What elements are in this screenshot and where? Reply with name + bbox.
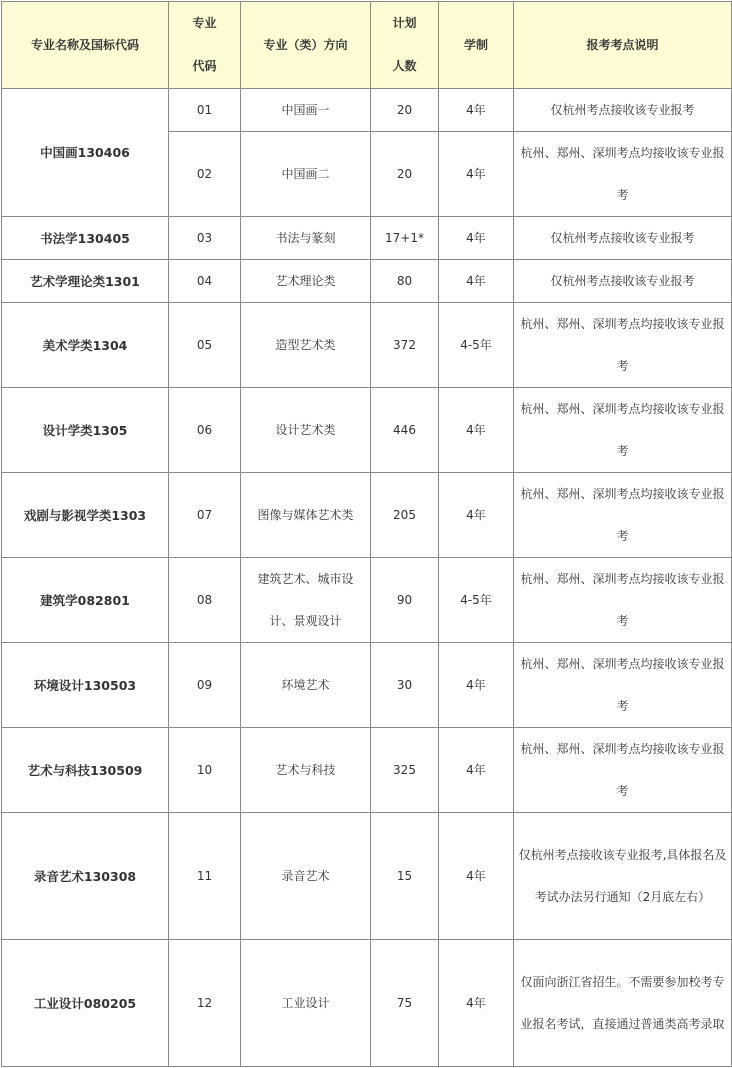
major-cell: 戏剧与影视学类1303 bbox=[2, 473, 169, 558]
table-row bbox=[2, 558, 732, 643]
table-row bbox=[2, 473, 732, 558]
code-cell: 10 bbox=[169, 728, 241, 813]
code-cell: 06 bbox=[169, 388, 241, 473]
note-cell: 杭州、郑州、深圳考点均接收该专业报考 bbox=[514, 388, 732, 473]
major-cell: 书法学130405 bbox=[2, 217, 169, 260]
note-cell: 仅杭州考点接收该专业报考 bbox=[514, 260, 732, 303]
direction-cell: 艺术理论类 bbox=[241, 260, 371, 303]
plan-cell: 20 bbox=[371, 132, 439, 217]
plan-cell: 30 bbox=[371, 643, 439, 728]
table-row bbox=[2, 388, 732, 473]
header-plan-text: 计划人数 bbox=[392, 16, 417, 73]
plan-cell: 75 bbox=[371, 940, 439, 1067]
note-cell: 仅杭州考点接收该专业报考 bbox=[514, 217, 732, 260]
duration-cell: 4年 bbox=[439, 260, 514, 303]
enrollment-table bbox=[1, 1, 732, 1067]
code-cell: 11 bbox=[169, 813, 241, 940]
duration-cell: 4-5年 bbox=[439, 303, 514, 388]
duration-cell: 4年 bbox=[439, 940, 514, 1067]
table-row bbox=[2, 260, 732, 303]
plan-cell: 446 bbox=[371, 388, 439, 473]
duration-cell: 4年 bbox=[439, 89, 514, 132]
table-row bbox=[2, 217, 732, 260]
header-code-text: 专业代码 bbox=[192, 16, 217, 73]
table-row bbox=[2, 940, 732, 1067]
major-cell: 中国画130406 bbox=[2, 89, 169, 217]
note-cell: 杭州、郑州、深圳考点均接收该专业报考 bbox=[514, 473, 732, 558]
plan-cell: 325 bbox=[371, 728, 439, 813]
direction-cell: 录音艺术 bbox=[241, 813, 371, 940]
plan-cell: 20 bbox=[371, 89, 439, 132]
plan-cell: 15 bbox=[371, 813, 439, 940]
code-cell: 12 bbox=[169, 940, 241, 1067]
code-cell: 04 bbox=[169, 260, 241, 303]
major-cell: 设计学类1305 bbox=[2, 388, 169, 473]
plan-cell: 17+1* bbox=[371, 217, 439, 260]
plan-cell: 90 bbox=[371, 558, 439, 643]
direction-cell: 环境艺术 bbox=[241, 643, 371, 728]
note-cell: 杭州、郑州、深圳考点均接收该专业报考 bbox=[514, 643, 732, 728]
code-cell: 02 bbox=[169, 132, 241, 217]
duration-cell: 4年 bbox=[439, 813, 514, 940]
code-cell: 01 bbox=[169, 89, 241, 132]
duration-cell: 4-5年 bbox=[439, 558, 514, 643]
note-cell: 杭州、郑州、深圳考点均接收该专业报考 bbox=[514, 132, 732, 217]
direction-cell: 艺术与科技 bbox=[241, 728, 371, 813]
major-cell: 建筑学082801 bbox=[2, 558, 169, 643]
major-cell: 艺术与科技130509 bbox=[2, 728, 169, 813]
header-code bbox=[169, 2, 241, 89]
header-major-name: 专业名称及国标代码 bbox=[2, 2, 169, 89]
header-direction: 专业（类）方向 bbox=[241, 2, 371, 89]
major-cell: 录音艺术130308 bbox=[2, 813, 169, 940]
note-cell: 杭州、郑州、深圳考点均接收该专业报考 bbox=[514, 728, 732, 813]
direction-cell: 中国画一 bbox=[241, 89, 371, 132]
plan-cell: 205 bbox=[371, 473, 439, 558]
duration-cell: 4年 bbox=[439, 217, 514, 260]
direction-cell: 图像与媒体艺术类 bbox=[241, 473, 371, 558]
code-cell: 03 bbox=[169, 217, 241, 260]
direction-cell: 造型艺术类 bbox=[241, 303, 371, 388]
plan-cell: 80 bbox=[371, 260, 439, 303]
code-cell: 05 bbox=[169, 303, 241, 388]
major-cell: 美术学类1304 bbox=[2, 303, 169, 388]
note-cell: 杭州、郑州、深圳考点均接收该专业报考 bbox=[514, 303, 732, 388]
code-cell: 09 bbox=[169, 643, 241, 728]
note-cell: 仅面向浙江省招生。不需要参加校考专业报名考试，直接通过普通类高考录取 bbox=[514, 940, 732, 1067]
direction-cell: 中国画二 bbox=[241, 132, 371, 217]
duration-cell: 4年 bbox=[439, 728, 514, 813]
code-cell: 08 bbox=[169, 558, 241, 643]
major-cell: 环境设计130503 bbox=[2, 643, 169, 728]
major-cell: 艺术学理论类1301 bbox=[2, 260, 169, 303]
table-row bbox=[2, 89, 732, 132]
header-row bbox=[2, 2, 732, 89]
table-row bbox=[2, 643, 732, 728]
duration-cell: 4年 bbox=[439, 388, 514, 473]
direction-cell: 工业设计 bbox=[241, 940, 371, 1067]
header-plan bbox=[371, 2, 439, 89]
direction-cell: 建筑艺术、城市设计、景观设计 bbox=[241, 558, 371, 643]
note-cell: 杭州、郑州、深圳考点均接收该专业报考 bbox=[514, 558, 732, 643]
direction-cell: 设计艺术类 bbox=[241, 388, 371, 473]
note-cell: 仅杭州考点接收该专业报考,具体报名及考试办法另行通知（2月底左右） bbox=[514, 813, 732, 940]
note-cell: 仅杭州考点接收该专业报考 bbox=[514, 89, 732, 132]
table-row bbox=[2, 303, 732, 388]
table-row bbox=[2, 728, 732, 813]
duration-cell: 4年 bbox=[439, 473, 514, 558]
table-row bbox=[2, 813, 732, 940]
duration-cell: 4年 bbox=[439, 132, 514, 217]
direction-cell: 书法与篆刻 bbox=[241, 217, 371, 260]
major-cell: 工业设计080205 bbox=[2, 940, 169, 1067]
code-cell: 07 bbox=[169, 473, 241, 558]
header-duration: 学制 bbox=[439, 2, 514, 89]
plan-cell: 372 bbox=[371, 303, 439, 388]
duration-cell: 4年 bbox=[439, 643, 514, 728]
header-note: 报考考点说明 bbox=[514, 2, 732, 89]
